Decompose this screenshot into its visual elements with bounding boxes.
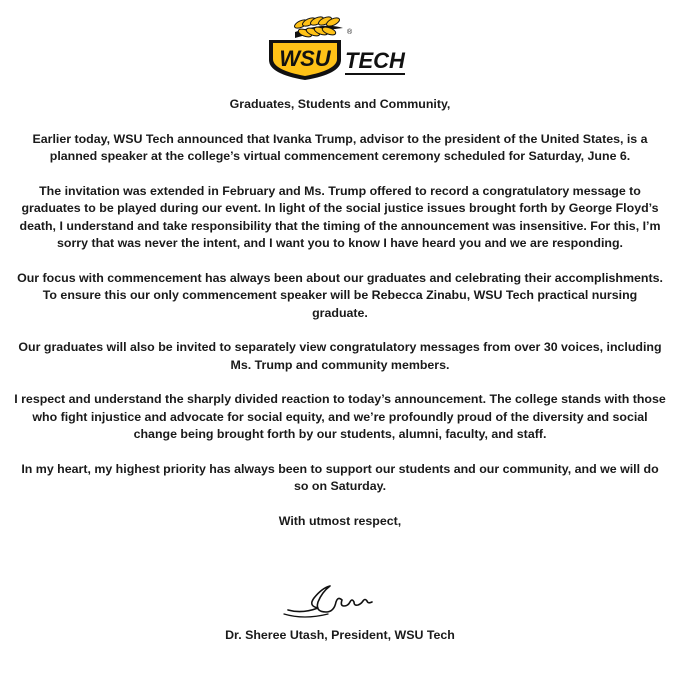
letter-paragraph-5: I respect and understand the sharply divided reaction to today’s announcement. The college stands with those who fight injustice and advocate for social equity, and we’re profoundly proud of the diversity and social change being brought forth by our students, alumni, faculty, and staff.	[14, 392, 666, 441]
letter-paragraph-6: In my heart, my highest priority has always been to support our students and our community, and we will do so on Saturday.	[21, 461, 659, 493]
registered-mark: ®	[347, 29, 353, 36]
letter-paragraph-3: Our focus with commencement has always been about our graduates and celebrating their accomplishments. To ensure this our only commencement speaker will be Rebecca Zinabu, WSU Tech practical nursing graduate.	[17, 270, 663, 320]
logo-tech-text: TECH	[345, 48, 405, 73]
wsu-tech-logo	[0, 14, 680, 82]
wheat-shield-logo-icon	[265, 14, 415, 82]
letter-closing: With utmost respect,	[278, 513, 402, 528]
letter-greeting: Graduates, Students and Community,	[229, 97, 451, 111]
letter-paragraph-2: The invitation was extended in February and Ms. Trump offered to record a congratulatory message to graduates to be played during our event. In light of the social justice issues brought forth by George Floyd’s death, I understand and take responsibility that the timing of the announcement was insensitive. For this, I’m sorry that was never the intent, and I want you to know I have heard you and we are responding.	[19, 183, 661, 250]
logo-wsu-text: WSU	[279, 46, 331, 71]
handwritten-signature	[0, 580, 680, 622]
signature-icon	[280, 580, 400, 622]
signer-name: Dr. Sheree Utash, President, WSU Tech	[225, 628, 455, 642]
letter-paragraph-4: Our graduates will also be invited to separately view congratulatory messages from over 30 voices, including Ms. Trump and community members.	[18, 340, 662, 372]
letter-body	[0, 96, 680, 530]
letter-paragraph-1: Earlier today, WSU Tech announced that Ivanka Trump, advisor to the president of the United States, is a planned speaker at the college’s virtual commencement ceremony scheduled for Saturday, June 6.	[32, 131, 648, 163]
